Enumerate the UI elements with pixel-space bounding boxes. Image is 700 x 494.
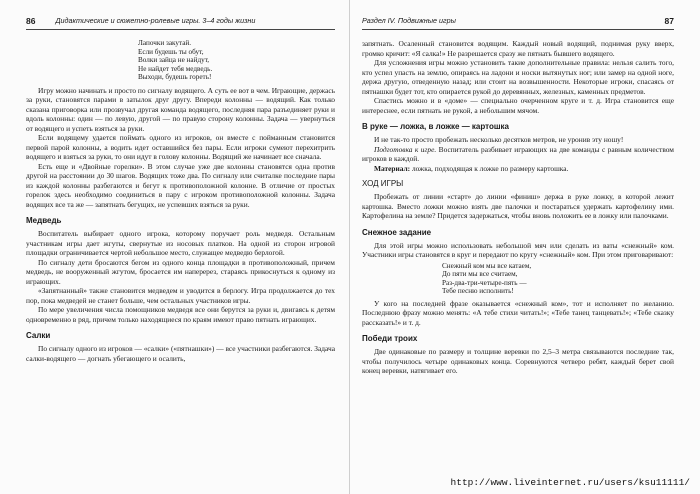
paragraph: Если водящему удается поймать одного из игроков, он вместе с пойманным становится первой парой колонны, а водить идет оставшийся без пары. Если игроки сумеют перехитрить водящего и взяться за руки, то они идут в голову колонны. Водящий же начинает все сначала. xyxy=(26,133,335,162)
paragraph: Есть еще и «Двойные горелки». В этом случае уже две колонны становятся одна против другой на расстоянии до 30 шагов. Водящих тоже два. По сигналу или считалке последние пары из каждой колонны разбегаются и бегут к противоположной колонне. В отличие от простых горелок здесь необходимо соединиться в пару с игроком противоположной колонны. Задача водящих все та же — запятнать бегущих, не успевших взяться за руки. xyxy=(26,161,335,209)
paragraph: И не так-то просто пробежать несколько десятков метров, не уронив эту ношу! xyxy=(374,135,624,144)
material-label: Материал: xyxy=(374,163,411,173)
paragraph: Спастись можно и в «доме» — специально очерченном круге и т. д. Игра становится еще интереснее, если пятнать не рукой, а небольшим мячом. xyxy=(362,96,674,115)
poem-line: Если будешь ты обут, xyxy=(138,47,204,56)
right-page-header xyxy=(362,14,674,30)
paragraph xyxy=(362,145,674,164)
preparation-text: Воспитатель разбивает играющих на две команды с равным количеством игроков в каждой. xyxy=(362,144,674,163)
poem-line: Лапочки закутай. xyxy=(138,39,192,47)
paragraph: «Запятнанный» также становится медведем и уводится в берлогу. Игра продолжается до тех пор, пока медведей не станет больше, чем остальных участников игры. xyxy=(26,286,335,305)
paragraph: По сигналу одного из игроков — «салки» («пятнашки») — все участники разбегаются. Задача салки-водящего — догнать убегающего и осалить, xyxy=(26,344,335,363)
paragraph: У кого на последней фразе оказывается «снежный ком», тот и исполняет по желанию. Последнюю фразу можно менять: «А тебе стихи читать!»; «Тебе танец танцевать!»; «Тебе сказку рассказать!» и т. д. xyxy=(362,298,674,327)
subheading-game-progress: ХОД ИГРЫ xyxy=(362,179,404,188)
section-heading-tag: Салки xyxy=(26,331,51,341)
section-heading-bear: Медведь xyxy=(26,216,62,226)
section-heading-three: Победи троих xyxy=(362,334,418,344)
poem-line: Снежный ком мы все катаем, xyxy=(442,261,532,270)
running-title-right: Раздел IV. Подвижные игры xyxy=(362,16,456,25)
poem-line: Тебе песню исполнить! xyxy=(442,287,514,296)
right-page xyxy=(350,0,700,494)
section-heading-snow: Снежное задание xyxy=(362,227,432,237)
paragraph: Игру можно начинать и просто по сигналу водящего. А суть ее вот в чем. Играющие, держась за руки, становятся парами в затылок друг другу. Впереди колонны — водящий. Как только сказана приговорка или прозвучал другая команда водящего, последняя пара разъединяет руки и вдоль колонны: один — по левую, другой — по правую сторону колонны. Задача — увернуться от водящего и успеть взяться за руки. xyxy=(26,85,335,133)
page-number-left: 86 xyxy=(26,15,36,26)
poem-line: Выходи, будешь гореть! xyxy=(138,73,212,82)
watermark-url: http://www.liveinternet.ru/users/ksu11111/ xyxy=(450,477,690,488)
paragraph: Воспитатель выбирает одного игрока, которому поручает роль медведя. Остальным участникам игры дает жгуты, свернутые из носовых платков. На одной из сторон игровой площадки ограничивается чертой небольшое место, служащее медведю берлогой. xyxy=(26,229,335,258)
paragraph: запятнать. Осаленный становится водящим. Каждый новый водящий, поднимая руку вверх, громко кричит: «Я салка!» Не разрешается сразу же пятнать бывшего водящего. xyxy=(362,39,674,58)
section-heading-potato: В руке — ложка, в ложке — картошка xyxy=(362,122,509,131)
paragraph: По мере увеличения числа помощников медведя все они берутся за руки и, двигаясь к детям одновременно в ряд, причем только находящиеся по краям имеют право пятнать играющих. xyxy=(26,305,335,324)
material-text: ложка, подходящая к ложке по размеру картошка. xyxy=(410,163,569,173)
poem-line: Не найдет тебя медведь. xyxy=(138,64,213,73)
running-title-left: Дидактические и сюжетно-ролевые игры. 3–4 годы жизни xyxy=(55,16,256,25)
paragraph: Две одинаковые по размеру и толщине веревки по 2,5–3 метра связываются последние так, чтобы получилось четыре одинаковых конца. Соревнуются четверо ребят, каждый берет свой конец веревки, натягивает его. xyxy=(362,347,674,376)
preparation-label: Подготовка к игре. xyxy=(374,144,437,154)
paragraph xyxy=(362,164,674,174)
paragraph: Пробежать от линии «старт» до линии «финиш» держа в руке ложку, в которой лежит картошка. Вместо ложки можно взять две палочки и постараться удержать картофелину ими. Картофелина на земле? Придется задержаться, чтобы вновь положить ее в ложку или палочками. xyxy=(362,192,674,220)
page-number-right: 87 xyxy=(664,15,674,26)
paragraph: Для усложнения игры можно установить такие дополнительные правила: нельзя салить того, кто успел упасть на землю, опираясь на ладони и носки вытянутых ног; или замер на одной ноге, держа другую, отведенную назад; или стоит на возвышенности. Некоторые игроки, спасаясь от пятнашки будет тот, кто опирается рукой до деревянных, железных, каменных предметов. xyxy=(362,58,674,96)
paragraph: Для этой игры можно использовать небольшой мяч или сделать из ваты «снежный» ком. Участники игры становятся в круг и передают по кругу «снежный» ком. При этом приговаривают: xyxy=(362,240,674,259)
poem-line: Волки зайца не найдут, xyxy=(138,56,210,65)
poem-line: До пяти мы все считаем, xyxy=(442,270,518,279)
poem-line: Раз-два-три-четыре-пять — xyxy=(442,278,527,287)
poem-snow xyxy=(442,262,674,296)
paragraph: По сигналу дети бросаются бегом из одного конца площадки в противоположный, причем медведь, не вооруженный жгутом, бросается им наперерез, стараясь прикоснуться к одному из играющих. xyxy=(26,257,335,286)
left-page-header xyxy=(26,14,335,30)
poem-burners xyxy=(138,39,335,82)
